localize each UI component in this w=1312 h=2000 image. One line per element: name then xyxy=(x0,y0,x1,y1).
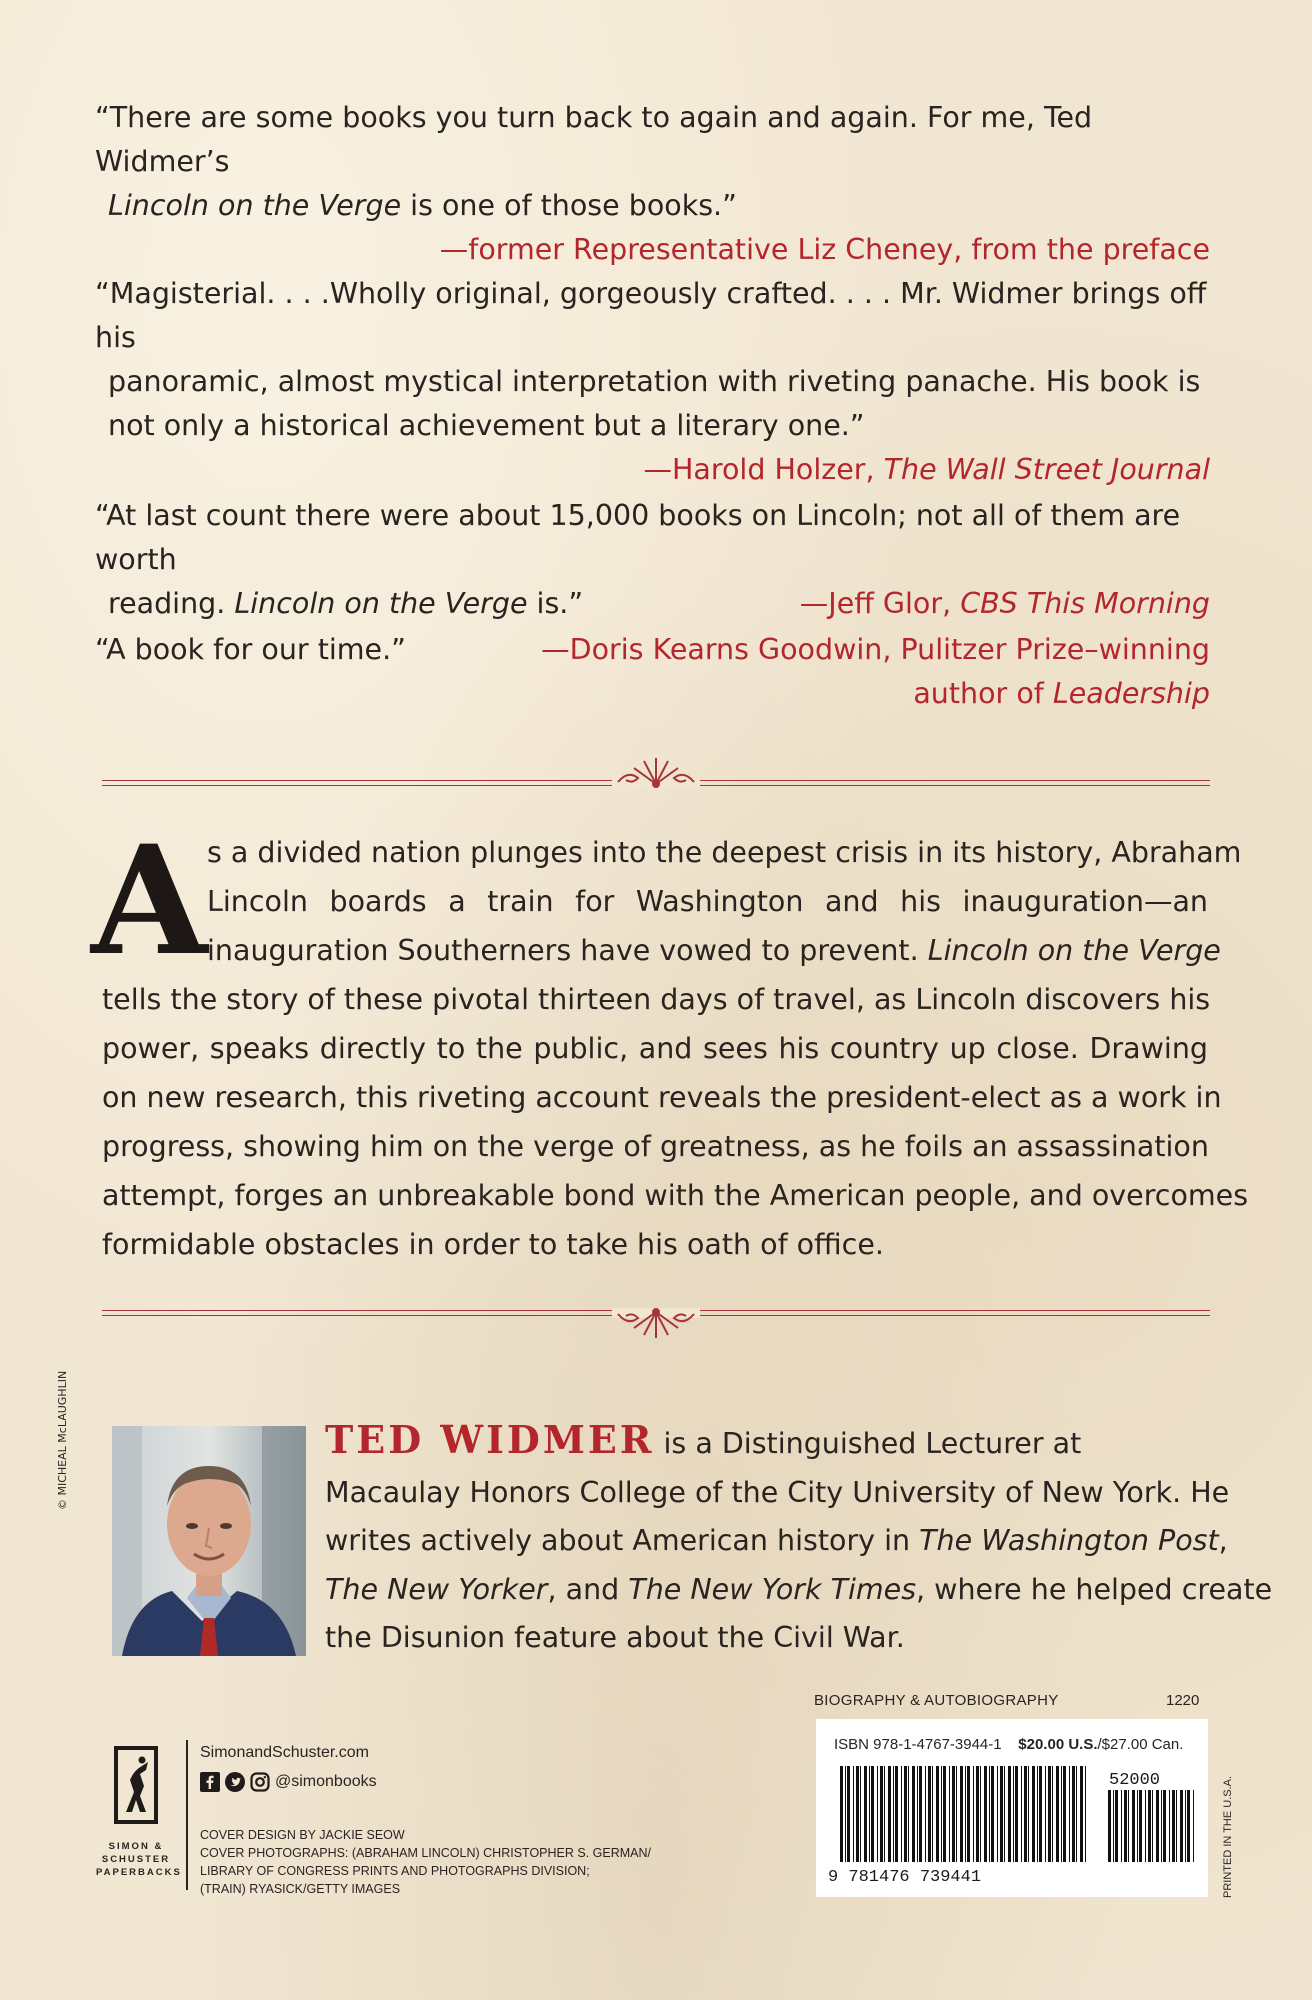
author-bio: TED WIDMER is a Distinguished Lecturer at Macaulay Honors College of the City University of New York. He writes actively about American history in The Washington Post, The New Yorker, and The New York Times, where he helped create the Disunion feature about the Civil War. xyxy=(325,1417,1273,1654)
barcode-bar xyxy=(1145,1790,1146,1862)
barcode-bar xyxy=(925,1766,926,1862)
barcode-bar xyxy=(932,1766,933,1862)
barcode-bar xyxy=(847,1766,850,1862)
price-can: /$27.00 Can. xyxy=(1097,1736,1184,1753)
publisher-divider xyxy=(186,1740,188,1890)
barcode-bar xyxy=(1037,1766,1038,1862)
barcode-bar xyxy=(840,1766,843,1862)
barcode-bar xyxy=(853,1766,854,1862)
barcode-bar xyxy=(912,1766,915,1862)
barcode-bar xyxy=(1128,1790,1129,1862)
book-title: Lincoln on the Verge xyxy=(108,189,402,222)
ornament-icon xyxy=(606,752,706,792)
barcode-bar xyxy=(1008,1766,1011,1862)
barcode-bar xyxy=(901,1766,902,1862)
barcode-bar xyxy=(1185,1790,1186,1862)
barcode-bar xyxy=(989,1766,990,1862)
quote-holzer: “Magisterial. . . .Wholly original, gorgeously crafted. . . . Mr. Widmer brings off his panoramic, almost mystical interpretation with riveting panache. His book is not only a historical achievement but a literary one.” —Harold Holzer, The Wall Street Journal xyxy=(95,272,1210,492)
barcode-bar xyxy=(967,1766,970,1862)
barcode-number: 9 781476 739441 xyxy=(828,1868,982,1886)
printed-in-label: PRINTED IN THE U.S.A. xyxy=(1222,1775,1234,1898)
barcode-bar xyxy=(1108,1790,1111,1862)
book-description: s a divided nation plunges into the deepest crisis in its history, Abraham Lincoln boards a train for Washington and his inauguration—an inauguration Southerners have vowed to prevent. Lincoln on the Verge tells the story of these pivotal thirteen days of travel, as Lincoln discovers his power, speaks directly to the public, and sees his country up close. Drawing on new research, this riveting account reveals the president-elect as a work in progress, showing him on the verge of greatness, as he foils an assassination attempt, forges an unbreakable bond with the American people, and overcomes formidable obstacles in order to take his oath of office. xyxy=(102,836,1249,1261)
barcode-bar xyxy=(952,1766,955,1862)
barcode-bar xyxy=(1013,1766,1014,1862)
barcode-bar xyxy=(1176,1790,1177,1862)
barcode-bar xyxy=(1056,1766,1059,1862)
barcode-bar xyxy=(1187,1790,1190,1862)
barcode-bar xyxy=(956,1766,957,1862)
barcode-bar xyxy=(943,1766,946,1862)
barcode-bar xyxy=(1193,1790,1194,1862)
facebook-icon[interactable] xyxy=(200,1772,220,1792)
barcode-bar xyxy=(845,1766,846,1862)
category-label: BIOGRAPHY & AUTOBIOGRAPHY xyxy=(814,1692,1059,1709)
barcode-bar xyxy=(880,1766,883,1862)
barcode-bar xyxy=(1024,1766,1027,1862)
barcode-bar xyxy=(1132,1790,1135,1862)
barcode-bar xyxy=(877,1766,878,1862)
barcode-bar xyxy=(960,1766,963,1862)
barcode-bar xyxy=(1113,1790,1114,1862)
barcode-bar xyxy=(1061,1766,1062,1862)
barcode-bar xyxy=(1048,1766,1051,1862)
barcode-bar xyxy=(1069,1766,1070,1862)
price-code: 52000 xyxy=(1109,1771,1161,1790)
barcode-bar xyxy=(917,1766,918,1862)
ornament-icon xyxy=(606,1304,706,1344)
barcode-bar xyxy=(928,1766,931,1862)
author-photo xyxy=(112,1426,306,1656)
barcode-bar xyxy=(1152,1790,1153,1862)
barcode-bar xyxy=(869,1766,870,1862)
barcode-bar xyxy=(864,1766,867,1862)
barcode-bar xyxy=(1180,1790,1183,1862)
quote-text: “A book for our time.” xyxy=(95,633,406,666)
product-code: 1220 xyxy=(1166,1692,1200,1709)
barcode-bar xyxy=(1004,1766,1005,1862)
barcode-bar xyxy=(1063,1766,1066,1862)
quote-text: “Magisterial. . . .Wholly original, gorgeously crafted. . . . Mr. Widmer brings off his xyxy=(95,277,1207,354)
barcode-bar xyxy=(895,1766,898,1862)
quote-attribution: —Harold Holzer, The Wall Street Journal xyxy=(643,453,1210,486)
social-handle[interactable]: @simonbooks xyxy=(275,1773,377,1790)
quote-text: “There are some books you turn back to again and again. For me, Ted Widmer’s xyxy=(95,101,1093,178)
barcode-bar xyxy=(1032,1766,1035,1862)
barcode-bar xyxy=(1076,1766,1077,1862)
barcode-bar xyxy=(888,1766,891,1862)
barcode-bar xyxy=(1172,1790,1175,1862)
barcode-bar xyxy=(965,1766,966,1862)
quote-attribution: —former Representative Liz Cheney, from the preface xyxy=(439,233,1210,266)
barcode-bar xyxy=(1169,1790,1170,1862)
quote-glor: “At last count there were about 15,000 books on Lincoln; not all of them are worth reading. Lincoln on the Verge is.” —Jeff Glor, CBS This Morning xyxy=(95,494,1210,626)
barcode-bar xyxy=(1052,1766,1053,1862)
quote-attribution: —Doris Kearns Goodwin, Pulitzer Prize–winning xyxy=(541,633,1210,666)
author-name: TED WIDMER xyxy=(325,1417,655,1462)
quote-cheney: “There are some books you turn back to again and again. For me, Ted Widmer’s Lincoln on the Verge is one of those books.” —former Representative Liz Cheney, from the preface xyxy=(95,96,1210,272)
barcode-bar xyxy=(1163,1790,1166,1862)
publisher-logo: SIMON & SCHUSTER PAPERBACKS xyxy=(96,1740,176,1879)
barcode-bar xyxy=(936,1766,939,1862)
barcode-bar xyxy=(980,1766,981,1862)
barcode-bar xyxy=(1000,1766,1003,1862)
barcode-bar xyxy=(919,1766,922,1862)
barcode-bar xyxy=(1015,1766,1018,1862)
barcode-bar xyxy=(908,1766,909,1862)
quote-goodwin: “A book for our time.” —Doris Kearns Goodwin, Pulitzer Prize–winning author of Leadership xyxy=(95,628,1210,716)
twitter-icon[interactable] xyxy=(225,1772,245,1792)
cover-credits: COVER DESIGN BY JACKIE SEOW COVER PHOTOGRAPHS: (ABRAHAM LINCOLN) CHRISTOPHER S. GERMAN/ LIBRARY OF CONGRESS PRINTS AND PHOTOGRAPHS DIVISION; (TRAIN) RYASICK/GETTY IMAGES xyxy=(200,1828,651,1896)
barcode-bar xyxy=(976,1766,979,1862)
barcode-bar xyxy=(1121,1790,1122,1862)
photo-credit: © MICHEAL McLAUGHLIN xyxy=(56,1370,69,1510)
barcode-bar xyxy=(949,1766,950,1862)
barcode-bar xyxy=(1161,1790,1162,1862)
publisher-logo-icon xyxy=(96,1740,176,1830)
isbn: ISBN 978-1-4767-3944-1 xyxy=(834,1736,1002,1753)
barcode-bar xyxy=(991,1766,994,1862)
barcode-bar xyxy=(1021,1766,1022,1862)
barcode-bar xyxy=(860,1766,861,1862)
dropcap-letter: A xyxy=(91,813,208,989)
barcode-bar xyxy=(1115,1790,1118,1862)
barcode-bar xyxy=(1137,1790,1138,1862)
barcode-bar xyxy=(1139,1790,1142,1862)
barcode-bar xyxy=(871,1766,874,1862)
barcode-bar xyxy=(1148,1790,1151,1862)
isbn-price-line xyxy=(834,1736,1183,1753)
quote-text: “At last count there were about 15,000 books on Lincoln; not all of them are worth xyxy=(95,499,1181,576)
barcode-bar xyxy=(893,1766,894,1862)
barcode-bar xyxy=(1028,1766,1029,1862)
price-us: $20.00 U.S. xyxy=(1018,1736,1098,1753)
barcode-bar xyxy=(1080,1766,1083,1862)
quote-attribution: —Jeff Glor, CBS This Morning xyxy=(799,587,1210,620)
barcode-bar xyxy=(1072,1766,1075,1862)
barcode-bar xyxy=(1039,1766,1042,1862)
barcode-icon xyxy=(826,1764,1200,1886)
social-links xyxy=(200,1772,377,1792)
barcode-bar xyxy=(941,1766,942,1862)
publisher-website[interactable]: SimonandSchuster.com xyxy=(200,1744,369,1761)
barcode-bar xyxy=(1045,1766,1046,1862)
instagram-icon[interactable] xyxy=(250,1772,270,1792)
barcode-bar xyxy=(984,1766,987,1862)
barcode-bar xyxy=(904,1766,907,1862)
barcode-bar xyxy=(1085,1766,1086,1862)
barcode-bar xyxy=(1124,1790,1127,1862)
barcode-bar xyxy=(973,1766,974,1862)
barcode-bar xyxy=(856,1766,859,1862)
barcode-bar xyxy=(997,1766,998,1862)
barcode-bar xyxy=(1156,1790,1159,1862)
barcode-bar xyxy=(884,1766,885,1862)
